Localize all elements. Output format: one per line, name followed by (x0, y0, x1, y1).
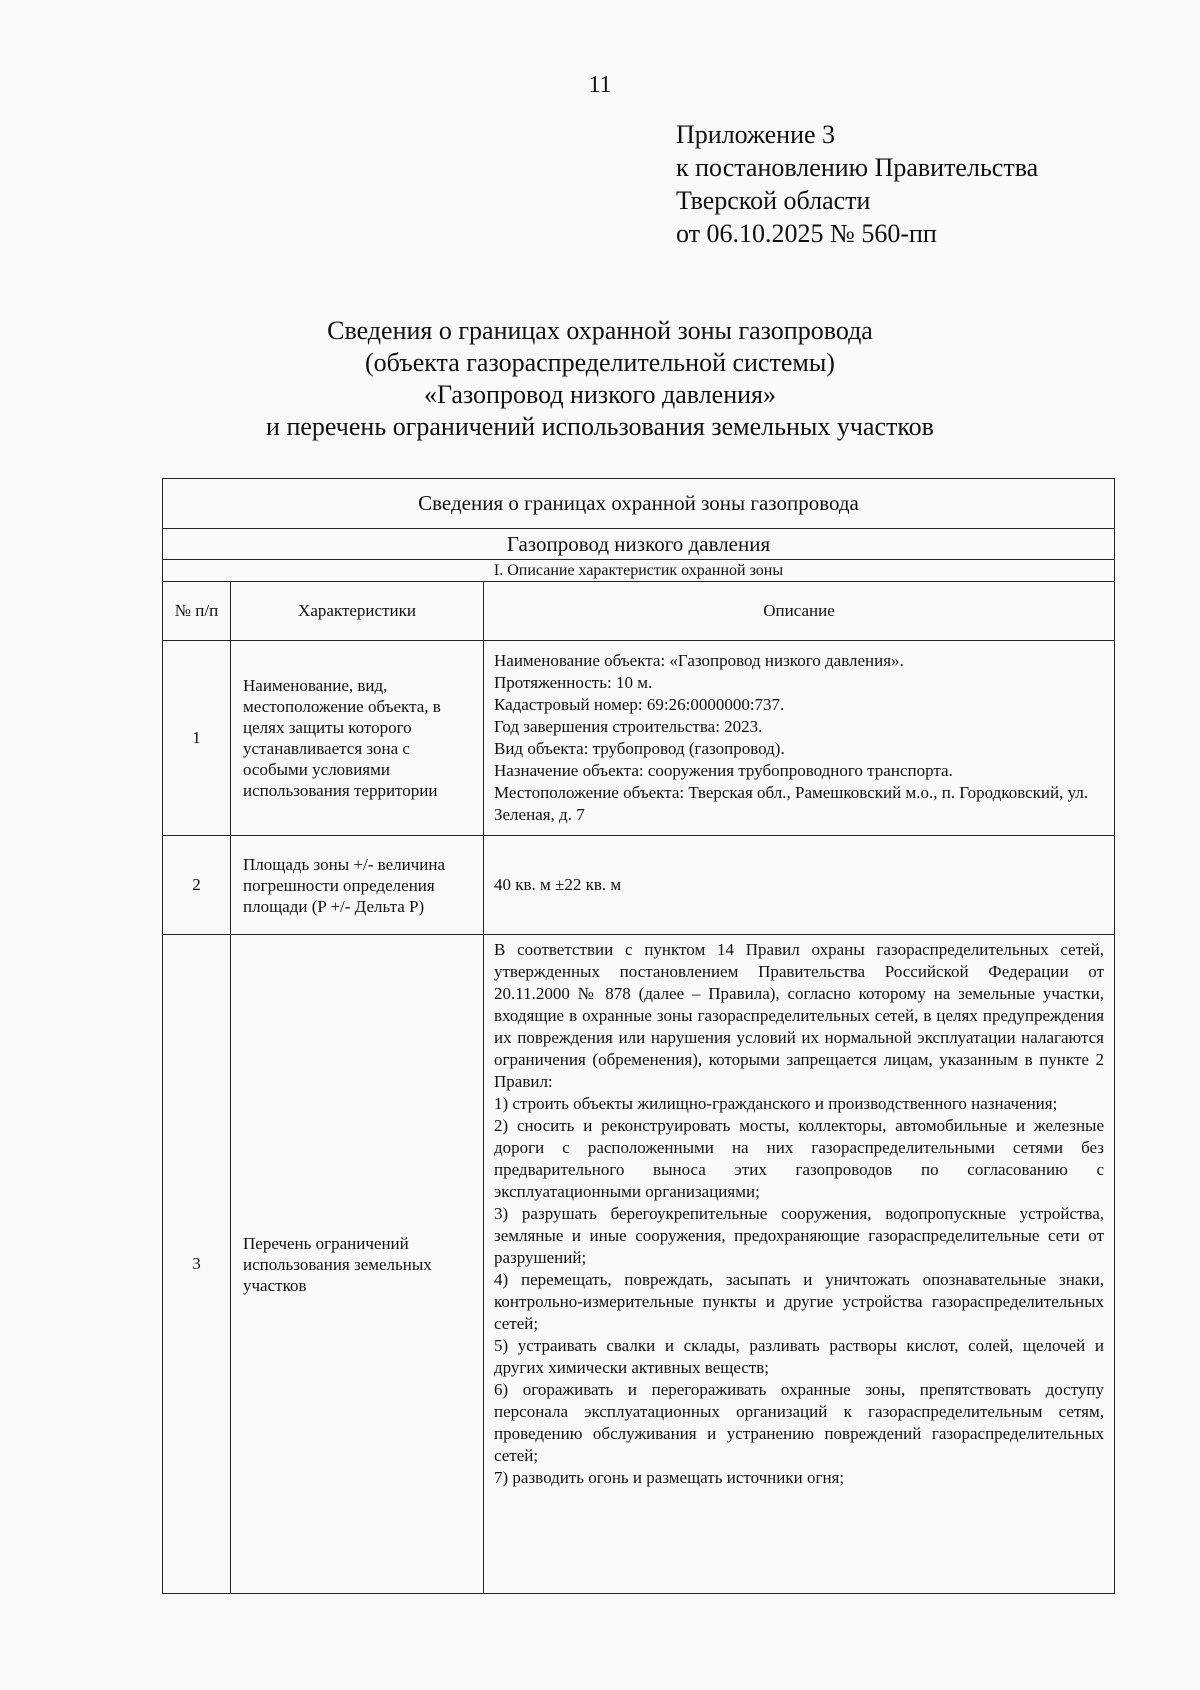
description-line: Год завершения строительства: 2023. (494, 717, 763, 736)
description-line: Местоположение объекта: Тверская обл., Рамешковский м.о., п. Городковский, ул. Зеленая, д. 7 (494, 783, 1089, 824)
document-title (0, 315, 1200, 443)
table-row (163, 935, 1115, 1594)
table-header: Сведения о границах охранной зоны газопровода (163, 479, 1115, 529)
restriction-item: 3) разрушать берегоукрепительные сооружения, водопропускные устройства, земляные и иные сооружения, предохраняющие газораспределительные сети от разрушений; (494, 1204, 1105, 1267)
table-section-title: I. Описание характеристик охранной зоны (163, 560, 1115, 582)
restriction-item: 4) перемещать, повреждать, засыпать и уничтожать опознавательные знаки, контрольно-измерительные пункты и другие устройства газораспределительных сетей; (494, 1270, 1105, 1333)
row-characteristic: Площадь зоны +/- величина погрешности определения площади (P +/- Дельта P) (231, 836, 484, 935)
column-header-number: № п/п (163, 582, 231, 641)
annex-block (676, 118, 1038, 250)
description-paragraph: В соответствии с пунктом 14 Правил охраны газораспределительных сетей, утвержденных постановлением Правительства Российской Федерации от 20.11.2000 № 878 (далее – Правила), согласно которому на земельные участки, входящие в охранные зоны газораспределительных сетей, в целях предупреждения их повреждения или нарушения условий их нормальной эксплуатации налагаются ограничения (обременения), которыми запрещается лицам, указанным в пункте 2 Правил: (494, 940, 1105, 1091)
title-line: и перечень ограничений использования земельных участков (266, 412, 934, 441)
row-number: 3 (163, 935, 231, 1594)
annex-line: Приложение 3 (676, 120, 836, 149)
row-number: 2 (163, 836, 231, 935)
restriction-item: 6) огораживать и перегораживать охранные зоны, препятствовать доступу персонала эксплуатационных организаций к газораспределительным сетям, проведению обслуживания и устранению повреждений газораспределительных сетей; (494, 1380, 1105, 1465)
description-line: Кадастровый номер: 69:26:0000000:737. (494, 695, 785, 714)
annex-line: к постановлению Правительства (676, 153, 1039, 182)
table-subheader: Газопровод низкого давления (163, 529, 1115, 560)
zone-info-table (162, 478, 1115, 1594)
row-description (484, 836, 1115, 935)
restriction-item: 2) сносить и реконструировать мосты, коллекторы, автомобильные и железные дороги с расположенными на них газораспределительными сетями без предварительного выноса этих газопроводов по согласованию с эксплуатационными организациями; (494, 1116, 1105, 1201)
description-line: Протяженность: 10 м. (494, 673, 653, 692)
row-description (484, 935, 1115, 1594)
column-header-description: Описание (484, 582, 1115, 641)
description-line: Наименование объекта: «Газопровод низкого давления». (494, 651, 904, 670)
title-line: (объекта газораспределительной системы) (365, 348, 835, 377)
description-line: 40 кв. м ±22 кв. м (494, 875, 622, 894)
table-row (163, 641, 1115, 836)
row-description (484, 641, 1115, 836)
restriction-item: 1) строить объекты жилищно-гражданского и производственного назначения; (494, 1094, 1058, 1113)
table-row (163, 836, 1115, 935)
annex-line: от 06.10.2025 № 560-пп (676, 219, 937, 248)
title-line: Сведения о границах охранной зоны газопровода (327, 316, 873, 345)
description-line: Назначение объекта: сооружения трубопроводного транспорта. (494, 761, 953, 780)
column-header-characteristics: Характеристики (231, 582, 484, 641)
title-line: «Газопровод низкого давления» (424, 380, 776, 409)
row-characteristic: Перечень ограничений использования земельных участков (231, 935, 484, 1594)
description-line: Вид объекта: трубопровод (газопровод). (494, 739, 785, 758)
annex-line: Тверской области (676, 186, 871, 215)
restriction-item: 7) разводить огонь и размещать источники огня; (494, 1468, 845, 1487)
restriction-item: 5) устраивать свалки и склады, разливать растворы кислот, солей, щелочей и других химически активных веществ; (494, 1336, 1105, 1377)
page-number: 11 (588, 72, 612, 98)
row-number: 1 (163, 641, 231, 836)
row-characteristic: Наименование, вид, местоположение объекта, в целях защиты которого устанавливается зона с особыми условиями использования территории (231, 641, 484, 836)
